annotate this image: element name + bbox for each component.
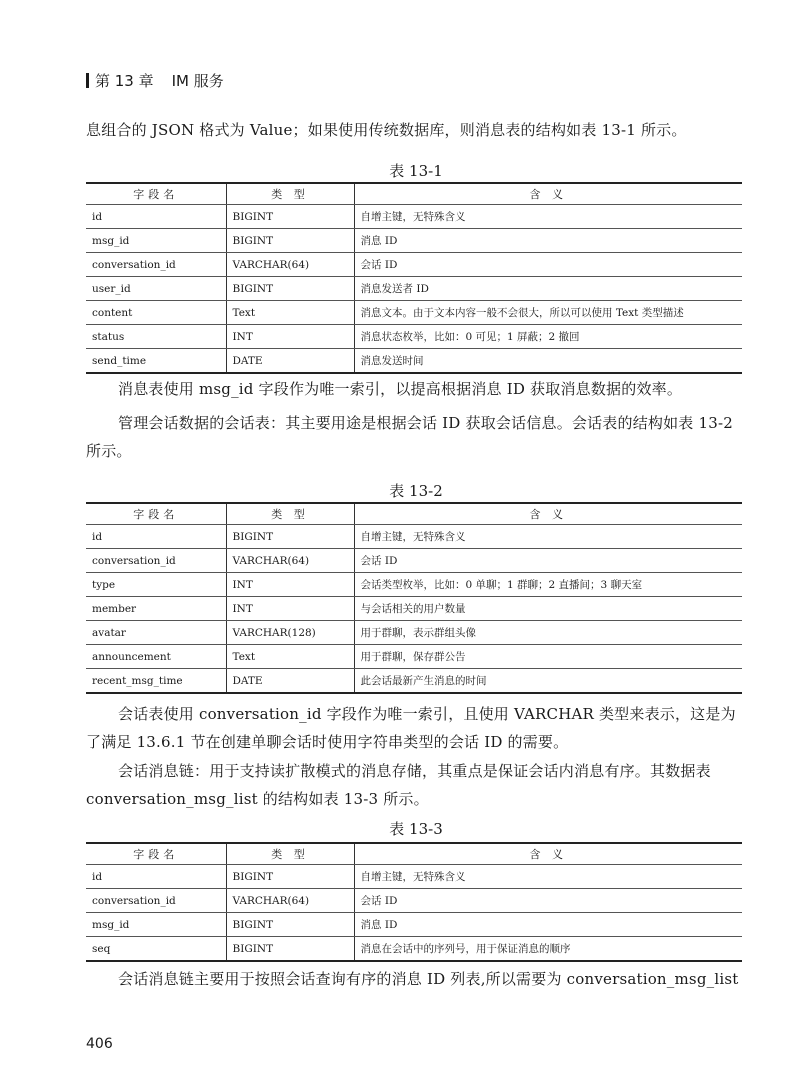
table-row — [86, 253, 742, 277]
cell-meaning: 用于群聊，保存群公告 — [354, 645, 742, 669]
table-row — [86, 301, 742, 325]
table-row — [86, 205, 742, 229]
table-header-row — [86, 183, 742, 205]
cell-meaning: 消息在会话中的序列号，用于保证消息的顺序 — [354, 937, 742, 962]
cell-meaning: 消息发送时间 — [354, 349, 742, 374]
cell-meaning: 自增主键，无特殊含义 — [354, 205, 742, 229]
table-row — [86, 621, 742, 645]
cell-type: BIGINT — [226, 277, 354, 301]
cell-type: INT — [226, 573, 354, 597]
column-header: 字段名 — [86, 503, 226, 525]
cell-type: DATE — [226, 349, 354, 374]
cell-meaning: 会话 ID — [354, 549, 742, 573]
cell-field: user_id — [86, 277, 226, 301]
page-number: 406 — [86, 1036, 113, 1052]
cell-type: VARCHAR(64) — [226, 253, 354, 277]
table-row — [86, 913, 742, 937]
cell-field: content — [86, 301, 226, 325]
cell-type: BIGINT — [226, 205, 354, 229]
column-header: 含 义 — [354, 183, 742, 205]
cell-field: send_time — [86, 349, 226, 374]
cell-type: BIGINT — [226, 525, 354, 549]
cell-field: announcement — [86, 645, 226, 669]
cell-field: id — [86, 205, 226, 229]
table-row — [86, 277, 742, 301]
cell-meaning: 消息 ID — [354, 229, 742, 253]
running-header — [86, 70, 224, 91]
paragraph: 会话表使用 conversation_id 字段作为唯一索引，且使用 VARCHAR 类型来表示，这是为了满足 13.6.1 节在创建单聊会话时使用字符串类型的会话 ID 的需要。 — [86, 705, 736, 751]
table-13-1 — [86, 182, 742, 374]
cell-meaning: 自增主键，无特殊含义 — [354, 865, 742, 889]
table-caption: 表 13-1 — [389, 162, 443, 180]
cell-meaning: 与会话相关的用户数量 — [354, 597, 742, 621]
paragraph: 管理会话数据的会话表：其主要用途是根据会话 ID 获取会话信息。会话表的结构如表 13-2 所示。 — [86, 414, 733, 460]
cell-type: BIGINT — [226, 913, 354, 937]
cell-meaning: 此会话最新产生消息的时间 — [354, 669, 742, 694]
table-row — [86, 229, 742, 253]
table-header-row — [86, 503, 742, 525]
table-row — [86, 597, 742, 621]
cell-meaning: 自增主键，无特殊含义 — [354, 525, 742, 549]
table-row — [86, 937, 742, 962]
table-caption: 表 13-3 — [389, 820, 443, 838]
cell-meaning: 消息发送者 ID — [354, 277, 742, 301]
cell-type: BIGINT — [226, 229, 354, 253]
cell-meaning: 消息状态枚举，比如：0 可见；1 屏蔽；2 撤回 — [354, 325, 742, 349]
cell-type: BIGINT — [226, 937, 354, 962]
cell-meaning: 会话 ID — [354, 889, 742, 913]
column-header: 类 型 — [226, 843, 354, 865]
cell-field: id — [86, 525, 226, 549]
table-row — [86, 549, 742, 573]
cell-field: type — [86, 573, 226, 597]
table-row — [86, 325, 742, 349]
table-row — [86, 645, 742, 669]
paragraph: 息组合的 JSON 格式为 Value；如果使用传统数据库，则消息表的结构如表 13-1 所示。 — [86, 121, 687, 139]
cell-type: INT — [226, 597, 354, 621]
paragraph: 会话消息链主要用于按照会话查询有序的消息 ID 列表,所以需要为 conversation_msg_list — [118, 970, 739, 988]
table-13-2 — [86, 502, 742, 694]
cell-type: DATE — [226, 669, 354, 694]
table-row — [86, 525, 742, 549]
cell-field: avatar — [86, 621, 226, 645]
cell-type: VARCHAR(64) — [226, 889, 354, 913]
table-row — [86, 573, 742, 597]
table-row — [86, 889, 742, 913]
cell-type: Text — [226, 645, 354, 669]
cell-field: status — [86, 325, 226, 349]
cell-field: member — [86, 597, 226, 621]
cell-meaning: 会话 ID — [354, 253, 742, 277]
cell-field: msg_id — [86, 913, 226, 937]
chapter-title: IM 服务 — [171, 72, 224, 90]
column-header: 字段名 — [86, 843, 226, 865]
header-bar — [86, 73, 89, 88]
cell-field: conversation_id — [86, 549, 226, 573]
chapter-number: 第 13 章 — [95, 72, 154, 90]
table-13-3 — [86, 842, 742, 962]
column-header: 类 型 — [226, 183, 354, 205]
cell-field: seq — [86, 937, 226, 962]
cell-type: VARCHAR(64) — [226, 549, 354, 573]
cell-meaning: 会话类型枚举，比如：0 单聊；1 群聊；2 直播间；3 聊天室 — [354, 573, 742, 597]
cell-field: recent_msg_time — [86, 669, 226, 694]
column-header: 类 型 — [226, 503, 354, 525]
table-row — [86, 865, 742, 889]
table-header-row — [86, 843, 742, 865]
cell-field: id — [86, 865, 226, 889]
paragraph: 会话消息链：用于支持读扩散模式的消息存储，其重点是保证会话内消息有序。其数据表 conversation_msg_list 的结构如表 13-3 所示。 — [86, 762, 711, 808]
column-header: 含 义 — [354, 843, 742, 865]
cell-type: VARCHAR(128) — [226, 621, 354, 645]
paragraph: 消息表使用 msg_id 字段作为唯一索引，以提高根据消息 ID 获取消息数据的效率。 — [118, 380, 683, 398]
column-header: 含 义 — [354, 503, 742, 525]
cell-field: conversation_id — [86, 253, 226, 277]
cell-field: conversation_id — [86, 889, 226, 913]
cell-meaning: 消息 ID — [354, 913, 742, 937]
table-row — [86, 669, 742, 694]
cell-type: BIGINT — [226, 865, 354, 889]
cell-type: Text — [226, 301, 354, 325]
cell-meaning: 消息文本。由于文本内容一般不会很大，所以可以使用 Text 类型描述 — [354, 301, 742, 325]
cell-field: msg_id — [86, 229, 226, 253]
cell-meaning: 用于群聊，表示群组头像 — [354, 621, 742, 645]
table-caption: 表 13-2 — [389, 482, 443, 500]
column-header: 字段名 — [86, 183, 226, 205]
table-row — [86, 349, 742, 374]
cell-type: INT — [226, 325, 354, 349]
